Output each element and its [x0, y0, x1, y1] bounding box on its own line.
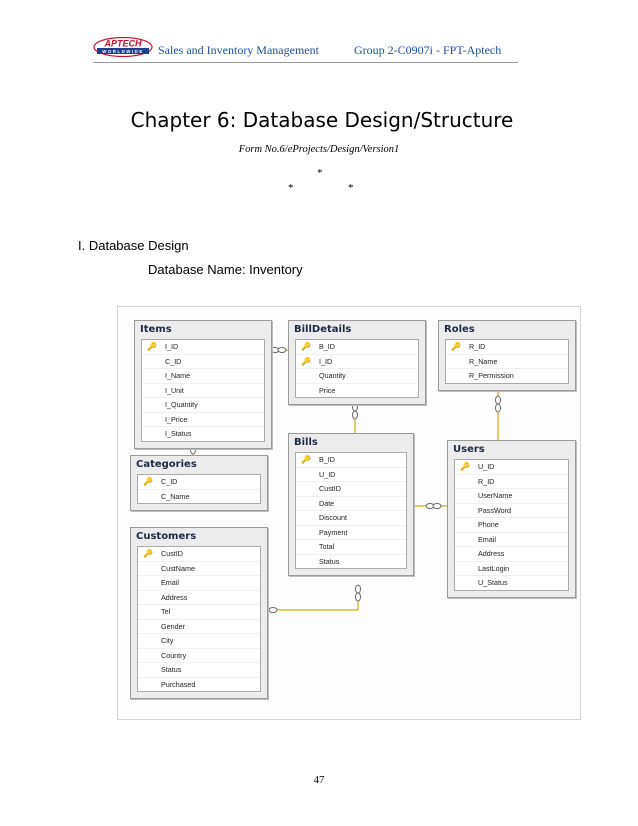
- table-field-row[interactable]: 🔑 I_ID: [142, 340, 264, 355]
- table-items[interactable]: [134, 320, 272, 449]
- table-field-row[interactable]: I_Status: [165, 429, 192, 438]
- logo-text: APTECH: [104, 38, 142, 49]
- database-diagram: [117, 306, 581, 720]
- table-fields: [454, 459, 569, 591]
- logo-subtext: WORLDWIDE: [102, 49, 144, 55]
- table-bills[interactable]: [288, 433, 414, 576]
- star-decoration: *: [348, 182, 354, 194]
- star-decoration: *: [317, 167, 323, 179]
- chapter-title: Chapter 6: Database Design/Structure: [130, 108, 514, 132]
- header-group: Group 2-C0907i - FPT-Aptech: [354, 43, 502, 57]
- table-field-row[interactable]: CustName: [138, 562, 260, 577]
- table-field-row[interactable]: Email: [455, 533, 568, 548]
- page-number: 47: [313, 774, 325, 786]
- table-field-row[interactable]: 🔑 R_ID: [446, 340, 568, 355]
- table-field-row[interactable]: I_Name: [142, 369, 264, 384]
- table-field-row[interactable]: Address: [138, 591, 260, 606]
- header-divider: [93, 62, 518, 63]
- primary-key-icon: 🔑: [301, 455, 311, 464]
- table-field-row[interactable]: Purchased: [161, 679, 196, 689]
- table-field-row[interactable]: 🔑 B_ID: [296, 340, 418, 355]
- table-field-row[interactable]: Address: [455, 547, 568, 562]
- table-field-row[interactable]: U_Status: [478, 578, 508, 587]
- table-field-row[interactable]: PassWord: [455, 504, 568, 519]
- database-name: Database Name: Inventory: [148, 262, 303, 277]
- table-field-row[interactable]: 🔑 I_ID: [296, 355, 418, 370]
- header-title: Sales and Inventory Management: [158, 43, 319, 57]
- aptech-logo: [93, 37, 153, 57]
- table-title: Customers: [136, 531, 197, 542]
- table-field-row[interactable]: R_Permission: [469, 371, 514, 380]
- table-field-row[interactable]: Status: [138, 663, 260, 678]
- table-field-row[interactable]: R_Name: [446, 355, 568, 370]
- table-users[interactable]: [447, 440, 576, 598]
- primary-key-icon: 🔑: [460, 462, 470, 471]
- primary-key-icon: 🔑: [143, 549, 153, 558]
- table-fields: [137, 474, 261, 504]
- table-fields: [445, 339, 569, 384]
- table-title: BillDetails: [294, 324, 352, 335]
- primary-key-icon: 🔑: [143, 477, 153, 486]
- table-fields: [141, 339, 265, 442]
- table-roles[interactable]: [438, 320, 576, 391]
- table-field-row[interactable]: C_ID: [142, 355, 264, 370]
- table-field-row[interactable]: Phone: [455, 518, 568, 533]
- table-field-row[interactable]: City: [138, 634, 260, 649]
- table-field-row[interactable]: 🔑 U_ID: [455, 460, 568, 475]
- primary-key-icon: 🔑: [147, 342, 157, 351]
- table-field-row[interactable]: C_Name: [161, 491, 190, 501]
- table-title: Bills: [294, 437, 318, 448]
- table-field-row[interactable]: U_ID: [296, 468, 406, 483]
- table-field-row[interactable]: UserName: [455, 489, 568, 504]
- table-field-row[interactable]: R_ID: [455, 475, 568, 490]
- section-heading: I. Database Design: [78, 238, 189, 253]
- table-fields: [295, 452, 407, 569]
- table-field-row[interactable]: 🔑 B_ID: [296, 453, 406, 468]
- table-field-row[interactable]: 🔑 C_ID: [138, 475, 260, 490]
- table-field-row[interactable]: 🔑 CustID: [138, 547, 260, 562]
- table-title: Items: [140, 324, 172, 335]
- primary-key-icon: 🔑: [301, 356, 311, 366]
- table-field-row[interactable]: Quantity: [296, 369, 418, 384]
- table-field-row[interactable]: Country: [138, 649, 260, 664]
- primary-key-icon: 🔑: [301, 342, 311, 351]
- table-field-row[interactable]: Gender: [138, 620, 260, 635]
- table-title: Users: [453, 444, 485, 455]
- table-field-row[interactable]: Tel: [138, 605, 260, 620]
- star-decoration: *: [288, 182, 294, 194]
- primary-key-icon: 🔑: [451, 342, 461, 351]
- table-title: Roles: [444, 324, 475, 335]
- table-field-row[interactable]: Date: [296, 497, 406, 512]
- table-field-row[interactable]: I_Price: [142, 413, 264, 428]
- table-customers[interactable]: [130, 527, 268, 699]
- table-field-row[interactable]: Email: [138, 576, 260, 591]
- table-field-row[interactable]: Payment: [296, 526, 406, 541]
- table-title: Categories: [136, 459, 197, 470]
- table-field-row[interactable]: I_Quantity: [142, 398, 264, 413]
- table-field-row[interactable]: I_Unit: [142, 384, 264, 399]
- table-field-row[interactable]: Total: [296, 540, 406, 555]
- table-field-row[interactable]: Discount: [296, 511, 406, 526]
- table-field-row[interactable]: CustID: [296, 482, 406, 497]
- table-field-row[interactable]: Status: [319, 556, 340, 566]
- table-fields: [137, 546, 261, 692]
- table-field-row[interactable]: Price: [319, 385, 336, 395]
- table-categories[interactable]: [130, 455, 268, 511]
- table-field-row[interactable]: LastLogin: [455, 562, 568, 577]
- form-number: Form No.6/eProjects/Design/Version1: [238, 144, 400, 155]
- table-billdetails[interactable]: [288, 320, 426, 405]
- table-fields: [295, 339, 419, 398]
